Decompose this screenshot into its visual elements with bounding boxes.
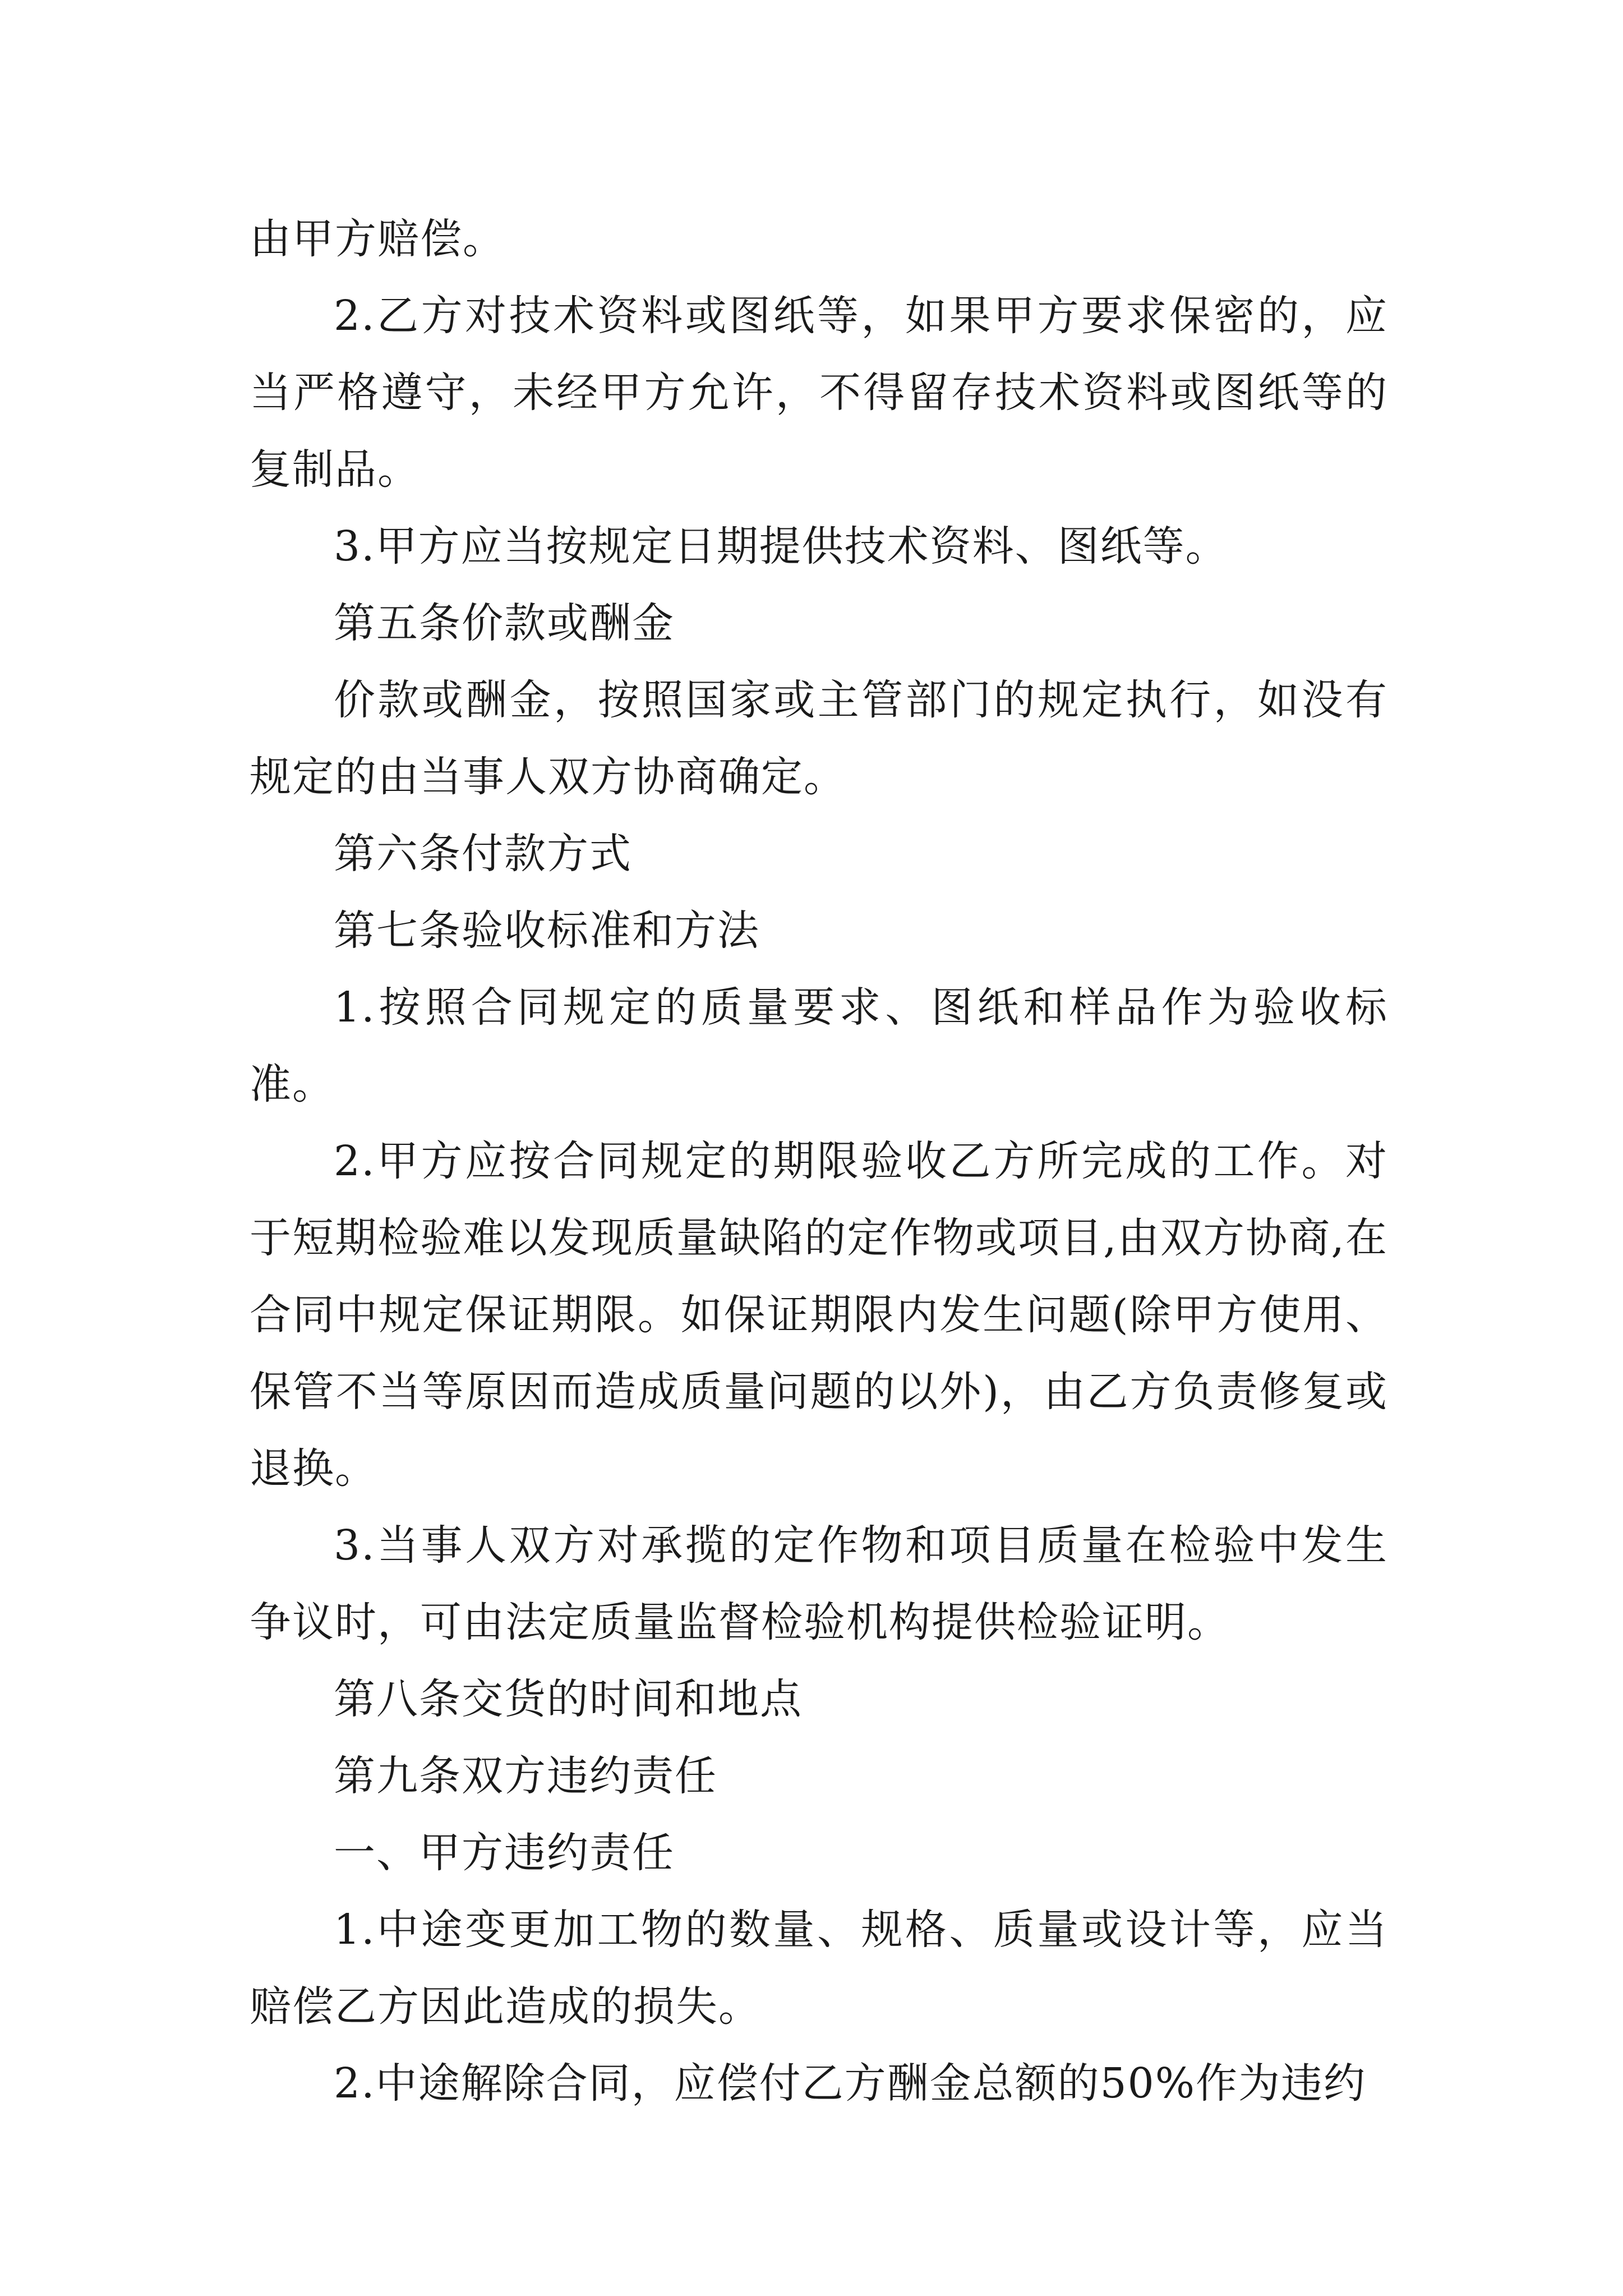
paragraph-technical-materials: 3.甲方应当按规定日期提供技术资料、图纸等。 — [334, 522, 1228, 570]
article-heading-acceptance: 第七条验收标准和方法 — [334, 907, 760, 955]
paragraph-acceptance-standard: 1.按照合同规定的质量要求、图纸和样品作为验收标准。 — [250, 983, 1388, 1108]
article-heading-price: 第五条价款或酬金 — [334, 599, 675, 647]
paragraph-termination-penalty: 2.中途解除合同，应偿付乙方酬金总额的50%作为违约 — [334, 2059, 1367, 2108]
paragraph-change-compensation: 1.中途变更加工物的数量、规格、质量或设计等，应当赔偿乙方因此造成的损失。 — [250, 1906, 1388, 2031]
paragraph-continuation: 由甲方赔偿。 — [250, 215, 505, 263]
article-heading-liability: 第九条双方违约责任 — [334, 1752, 717, 1800]
article-heading-payment: 第六条付款方式 — [334, 830, 632, 878]
paragraph-confidentiality: 2.乙方对技术资料或图纸等，如果甲方要求保密的，应当严格遵守，未经甲方允许，不得留存技术资料或图纸等的复制品。 — [250, 292, 1388, 494]
document-body — [250, 201, 1388, 2122]
article-heading-delivery: 第八条交货的时间和地点 — [334, 1675, 803, 1723]
section-heading-party-a-liability: 一、甲方违约责任 — [334, 1829, 675, 1877]
paragraph-acceptance-period: 2.甲方应按合同规定的期限验收乙方所完成的工作。对于短期检验难以发现质量缺陷的定作物或项目,由双方协商,在合同中规定保证期限。如保证期限内发生问题(除甲方使用、保管不当等原因而造成质量问题的以外)，由乙方负责修复或退换。 — [250, 1137, 1388, 1493]
paragraph-price: 价款或酬金，按照国家或主管部门的规定执行，如没有规定的由当事人双方协商确定。 — [250, 676, 1388, 801]
paragraph-quality-dispute: 3.当事人双方对承揽的定作物和项目质量在检验中发生争议时，可由法定质量监督检验机构提供检验证明。 — [250, 1521, 1388, 1646]
